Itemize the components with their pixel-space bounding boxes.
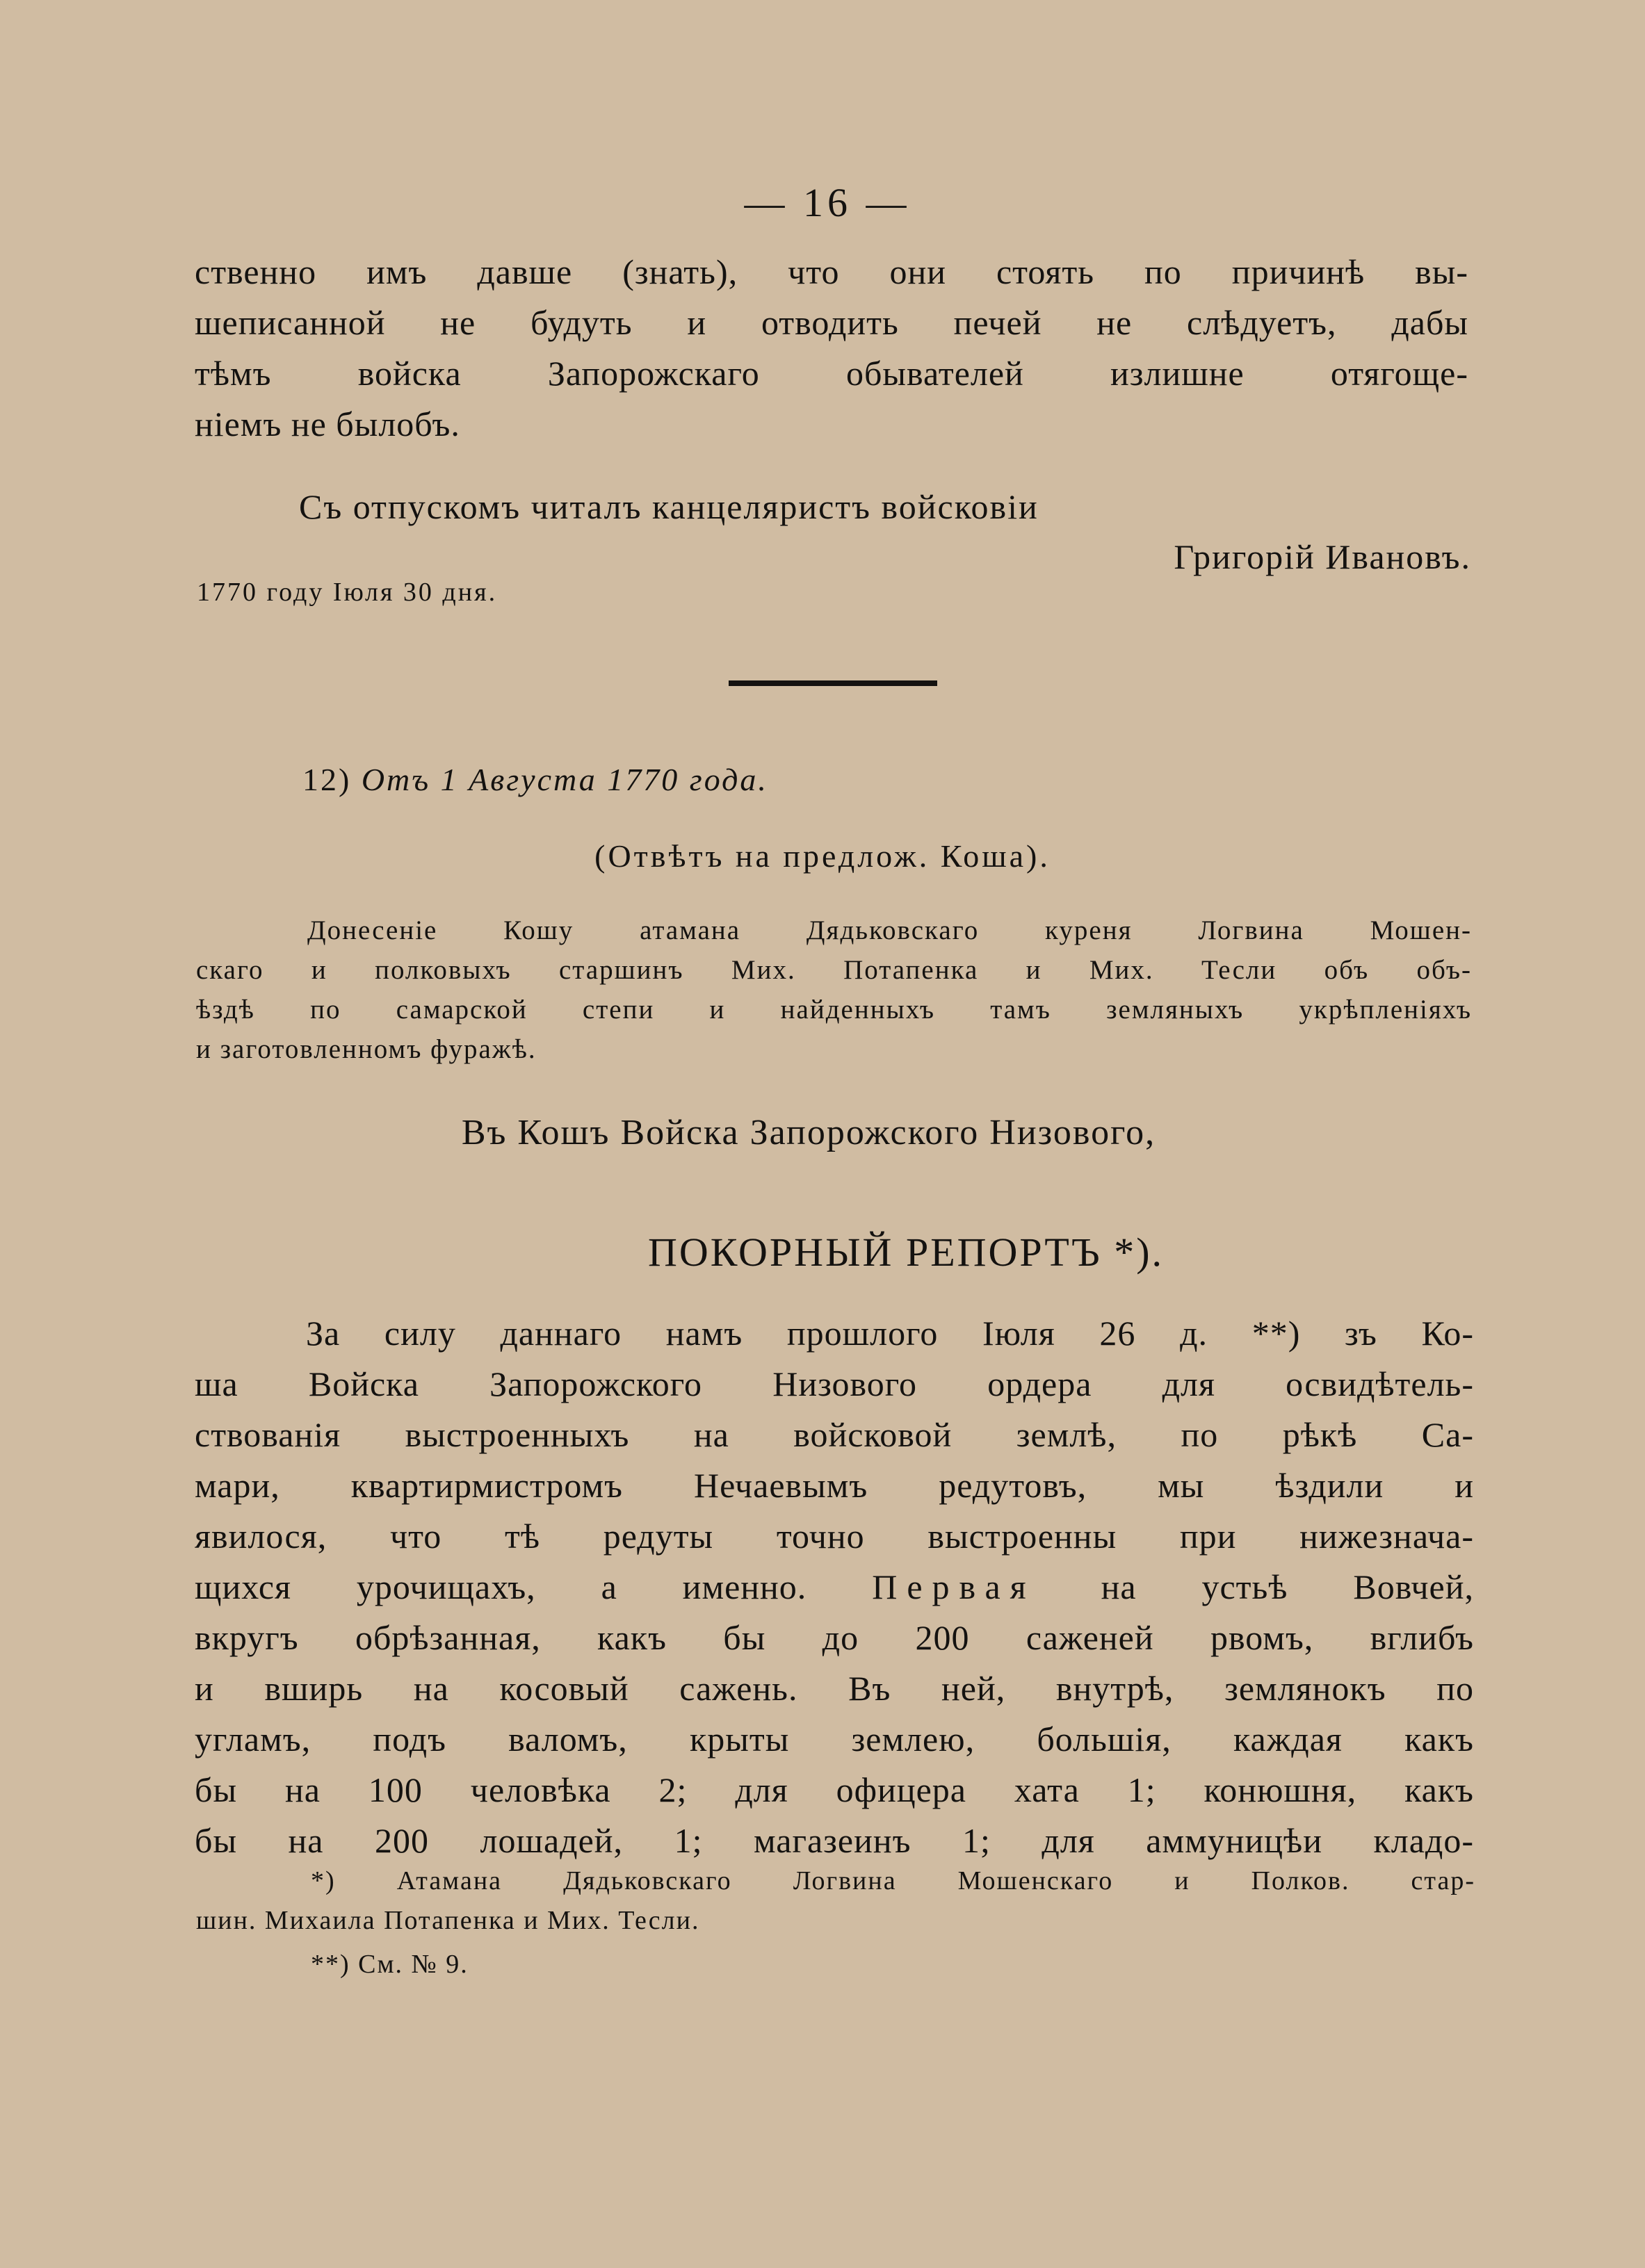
text-segment: щихся урочищахъ, а именно. — [195, 1567, 807, 1606]
signature-name: Григорій Ивановъ. — [1174, 537, 1471, 576]
summary-line: Донесеніе Кошу атамана Дядьковскаго куреня Логвина Мошен- — [307, 915, 1472, 945]
report-title — [0, 1229, 1645, 1275]
text-line: угламъ, подъ валомъ, крыты землею, большія, каждая какъ — [195, 1720, 1474, 1759]
text-line: бы на 100 человѣка 2; для офицера хата 1; конюшня, какъ — [195, 1770, 1474, 1809]
report-address — [0, 1112, 1645, 1153]
document-heading — [302, 761, 768, 798]
text-line: шеписанной не будуть и отводить печей не слѣдуетъ, дабы — [195, 303, 1468, 342]
document-summary — [196, 911, 1472, 1069]
page-number: — 16 — — [744, 180, 911, 225]
footnote-line: шин. Михаила Потапенка и Мих. Тесли. — [196, 1906, 700, 1935]
text-line: явилося, что тѣ редуты точно выстроенны при нижезнача- — [195, 1517, 1474, 1556]
text-line: бы на 200 лошадей, 1; магазеинъ 1; для аммуницѣи кладо- — [195, 1821, 1474, 1860]
signature-date: 1770 году Іюля 30 дня. — [197, 578, 498, 607]
footnote-line: *) Атамана Дядьковскаго Логвина Мошенскаго и Полков. стар- — [311, 1866, 1475, 1895]
text-line — [195, 1562, 1474, 1613]
text-line: мари, квартирмистромъ Нечаевымъ редутовъ, мы ѣздили и — [195, 1466, 1474, 1505]
text-segment: на устьѣ Вовчей, — [1101, 1567, 1475, 1606]
document-date: Отъ 1 Августа 1770 года. — [361, 762, 768, 797]
text-line: тѣмъ войска Запорожскаго обывателей излишне отягоще- — [195, 354, 1468, 393]
report-body — [195, 1308, 1474, 1866]
text-line: ніемъ не былобъ. — [195, 405, 460, 443]
document-subheading: (Отвѣтъ на предлож. Коша). — [594, 838, 1051, 874]
paragraph-continued — [195, 247, 1468, 450]
address-text: Въ Кошъ Войска Запорожского Низового, — [461, 1113, 1156, 1152]
text-line: ша Войска Запорожского Низового ордера для освидѣтель- — [195, 1364, 1474, 1403]
text-line: За силу даннаго намъ прошлого Іюля 26 д. **) зъ Ко- — [306, 1314, 1474, 1353]
text-line: вкругъ обрѣзанная, какъ бы до 200 саженей рвомъ, вглибъ — [195, 1618, 1474, 1657]
spaced-word: Первая — [872, 1567, 1036, 1606]
text-line: и вширь на косовый сажень. Въ ней, внутрѣ, землянокъ по — [195, 1669, 1474, 1708]
text-line: ственно имъ давше (знать), что они стоять по причинѣ вы- — [195, 252, 1468, 291]
footnote-line: **) См. № 9. — [311, 1950, 469, 1979]
signature-line: Съ отпускомъ читалъ канцеляристъ войсковіи — [299, 487, 1039, 526]
section-divider — [729, 680, 937, 686]
text-line: ствованія выстроенныхъ на войсковой землѣ, по рѣкѣ Са- — [195, 1415, 1474, 1454]
document-number: 12) — [302, 762, 352, 797]
summary-line: ѣздѣ по самарской степи и найденныхъ тамъ земляныхъ укрѣпленіяхъ — [196, 995, 1472, 1025]
summary-line: скаго и полковыхъ старшинъ Мих. Потапенка и Мих. Тесли объ объ- — [196, 955, 1472, 985]
report-title-text: ПОКОРНЫЙ РЕПОРТЪ *). — [647, 1230, 1165, 1275]
footnotes — [196, 1861, 1475, 1984]
summary-line: и заготовленномъ фуражѣ. — [196, 1034, 537, 1064]
